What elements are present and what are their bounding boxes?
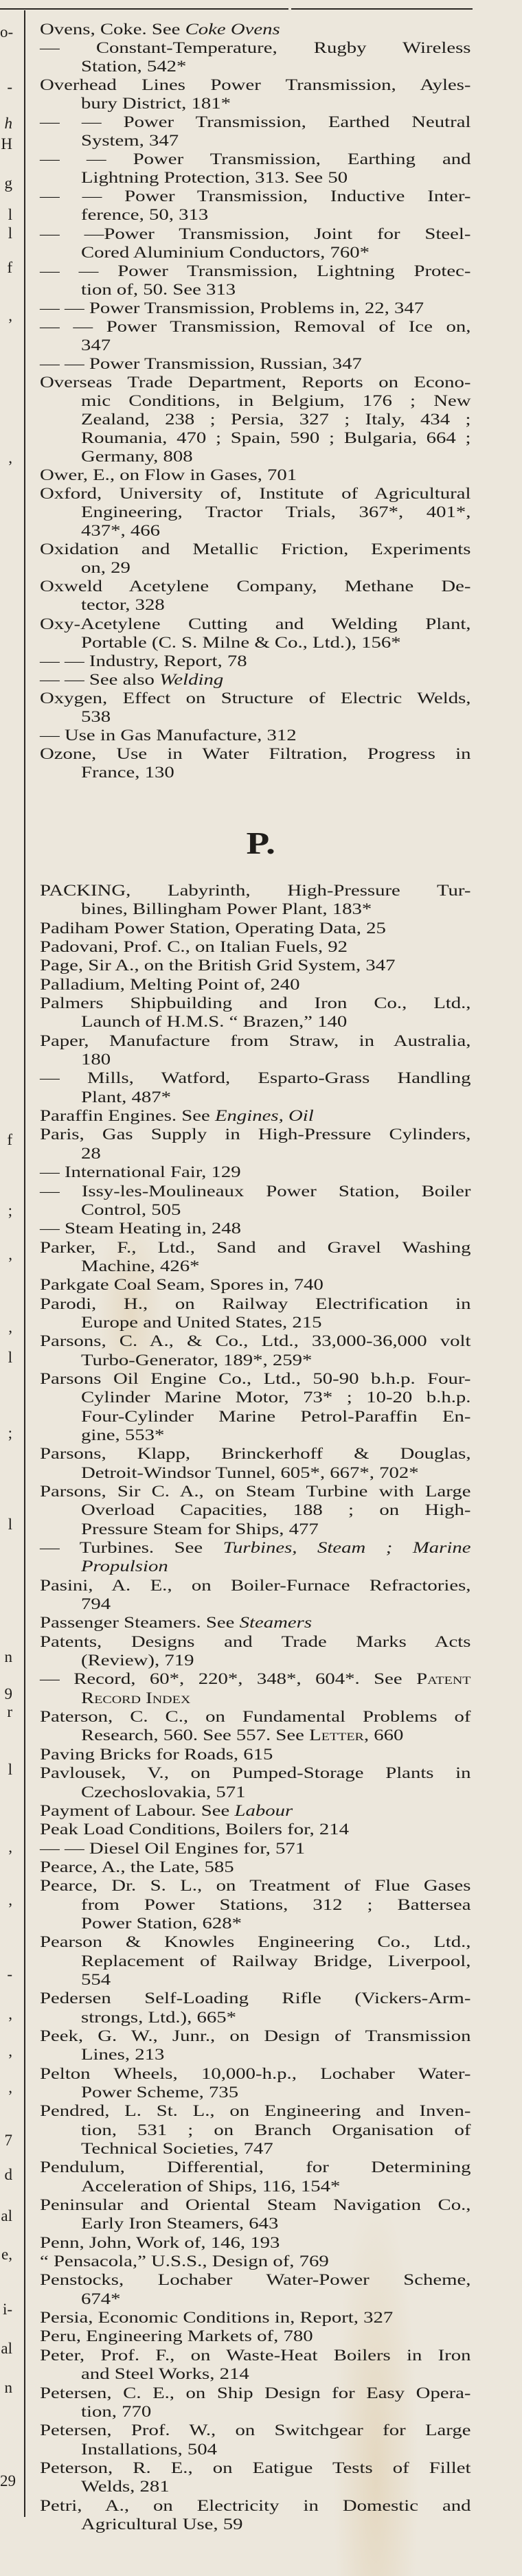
text-fragment: l [8,1761,12,1778]
index-entry [40,1332,471,1369]
index-entry [40,2384,471,2421]
entry-text: — — See also [40,670,160,688]
entry-line: Paper, Manufacture from Straw, in Australia, [40,1031,471,1049]
entry-line: Peek, G. W., Junr., on Design of Transmission [40,2027,471,2044]
index-entry [40,1031,471,1069]
cross-reference: Welding [159,670,224,688]
entry-line: Page, Sir A., on the British Grid System, 347 [40,957,396,974]
index-entry [40,2101,471,2158]
text-fragment: ; [8,1202,12,1219]
index-entry [40,2308,471,2327]
index-entry [40,1839,471,1858]
index-entry [40,540,471,577]
index-entry [40,1933,471,1989]
entry-line [40,1669,471,1688]
index-entry [40,2346,471,2384]
text-fragment: o- [0,23,14,41]
entry-line: Padiham Power Station, Operating Data, 25 [40,919,386,937]
cross-reference-smallcaps: Letter [309,1726,364,1744]
entry-continuation-line: Installations, 504 [81,2440,218,2458]
index-entry [40,20,471,38]
entry-line: — — Industry, Report, 78 [40,652,247,670]
text-fragment: n [4,2379,12,2396]
index-entry [40,2270,471,2308]
entry-line: Petersen, C. E., on Ship Design for Easy Opera- [40,2384,471,2402]
text-fragment: h [4,115,12,132]
entry-line: — — Power Transmission, Earthed Neutral [40,113,471,131]
entry-continuation-line: Replacement of Railway Bridge, Liverpool, [81,1952,471,1970]
section-letter: P. [246,825,276,860]
entry-continuation-line: Overload Capacities, 188 ; on High- [81,1501,471,1519]
text-fragment: ; [8,1424,12,1441]
entry-line: — Constant-Temperature, Rugby Wireless [40,39,471,57]
entry-line: Overhead Lines Power Transmission, Ayles- [40,76,471,94]
index-entry [40,484,471,540]
index-entry [40,1444,471,1482]
entry-line: Paris, Gas Supply in High-Pressure Cylinders, [40,1126,471,1143]
entry-continuation-line: Portable (C. S. Milne & Co., Ltd.), 156* [81,633,401,651]
entry-continuation-line: Pressure Steam for Ships, 477 [81,1520,319,1538]
cross-reference-smallcaps: Patent [416,1670,471,1688]
entry-line: Pearce, Dr. S. L., on Treatment of Flue Gases [40,1877,471,1895]
entry-continuation-line [40,1689,471,1707]
entry-line [40,670,471,689]
entry-line: Pasini, A. E., on Boiler-Furnace Refractories, [40,1576,471,1594]
index-entry [40,1989,471,2027]
entry-line: Pendulum, Differential, for Determining [40,2158,471,2176]
section-heading-p [0,824,522,863]
entry-line: Parsons Oil Engine Co., Ltd., 50-90 b.h.p. Four- [40,1369,471,1387]
entry-continuation-line: Power Scheme, 735 [81,2084,239,2101]
index-entry [40,187,471,224]
entry-line: Pelton Wheels, 10,000-h.p., Lochaber Water- [40,2064,471,2082]
entry-continuation-line: Welds, 281 [81,2478,170,2496]
entry-line: Oxy-Acetylene Cutting and Welding Plant, [40,615,471,632]
index-entry [40,1182,471,1220]
entry-line: Peak Load Conditions, Boilers for, 214 [40,1821,350,1838]
entry-continuation-line: gine, 553* [81,1426,165,1444]
entry-text: Ovens, Coke. See [40,21,185,38]
index-entry [40,466,471,484]
entry-line: Oxidation and Metallic Friction, Experiments [40,540,471,558]
entry-continuation-line: and Steel Works, 214 [81,2365,249,2383]
entry-continuation-line [40,1557,471,1575]
index-entry [40,1858,471,1876]
entry-continuation-line: Control, 505 [81,1200,181,1218]
entry-continuation-line: 180 [81,1051,111,1069]
index-entry [40,994,471,1031]
entry-continuation-line: Four-Cylinder Marine Petrol-Paraffin En- [81,1407,471,1425]
entry-line: Parkgate Coal Seam, Spores in, 740 [40,1276,324,1294]
index-entry [40,1482,471,1538]
index-entry [40,1820,471,1838]
index-entry [40,1106,471,1125]
text-fragment: e, [1,2246,12,2263]
entry-continuation-line: France, 130 [81,763,174,781]
index-entry [40,2064,471,2102]
entry-continuation-line: from Power Stations, 312 ; Battersea [81,1895,471,1913]
entry-continuation-line: Power Station, 628* [81,1914,242,1932]
entry-text: Research, 560. See 557. See [81,1726,310,1744]
index-entry [40,150,471,187]
index-entry [40,2496,471,2534]
entry-continuation-line: Agricultural Use, 59 [81,2515,243,2533]
entry-continuation-line: Germany, 808 [81,448,193,466]
entry-continuation-line: Lightning Protection, 313. See 50 [81,169,348,187]
entry-line: — — Power Transmission, Removal of Ice on, [40,317,471,335]
entry-text: Passenger Steamers. See [40,1614,240,1632]
cross-reference: Propulsion [81,1558,168,1575]
entry-line: Overseas Trade Department, Reports on Econo- [40,373,471,391]
entry-line [40,20,471,38]
entry-line: Oxweld Acetylene Company, Methane De- [40,578,471,595]
top-rule-right [291,8,473,10]
entry-continuation-line: tion, 770 [81,2402,152,2420]
text-fragment: al [1,2207,12,2224]
text-fragment: , [8,307,12,324]
index-entry [40,1576,471,1614]
entry-line: Parodi, H., on Railway Electrification in [40,1295,471,1312]
entry-continuation-line: Early Iron Steamers, 643 [81,2215,279,2233]
entry-line: — — Diesel Oil Engines for, 571 [40,1839,306,1857]
entry-continuation-line: Engineering, Tractor Trials, 367*, 401*, [81,503,471,521]
text-fragment: , [8,449,12,466]
entry-continuation-line: Turbo-Generator, 189*, 259* [81,1351,313,1369]
entry-line: — International Fair, 129 [40,1163,241,1181]
entry-line: Parsons, C. A., & Co., Ltd., 33,000-36,000 volt [40,1332,471,1350]
cross-reference-smallcaps: Record Index [81,1689,191,1707]
text-fragment: , [8,1246,12,1263]
entry-continuation-line: ference, 50, 313 [81,206,209,224]
entry-continuation-line: mic Conditions, in Belgium, 176 ; New [81,391,471,409]
entry-line: Peru, Engineering Markets of, 780 [40,2327,313,2345]
entry-line: Paving Bricks for Roads, 615 [40,1745,273,1763]
text-fragment: , [8,2005,12,2022]
index-entry [40,937,471,956]
index-entry [40,262,471,299]
entry-continuation-line: Launch of H.M.S. “ Brazen,” 140 [81,1013,348,1031]
index-entry [40,744,471,782]
index-entry [40,373,471,466]
text-fragment: d [4,2166,12,2183]
entry-line: Padovani, Prof. C., on Italian Fuels, 92 [40,938,348,956]
index-entry [40,2327,471,2345]
column-divider [24,10,25,2517]
text-fragment: 7 [4,2132,12,2149]
entry-line: — — Power Transmission, Russian, 347 [40,354,362,372]
entry-line: Oxford, University of, Institute of Agricultural [40,485,471,503]
index-entry [40,38,471,76]
entry-text: Payment of Labour. See [40,1801,235,1819]
index-entry [40,1238,471,1276]
entry-line: “ Pensacola,” U.S.S., Design of, 769 [40,2253,329,2270]
index-entry [40,2252,471,2270]
index-entry [40,1745,471,1764]
text-fragment: - [7,1965,12,1983]
index-entry [40,1613,471,1632]
entry-continuation-line: Europe and United States, 215 [81,1313,322,1331]
text-fragment: , [8,1838,12,1856]
cross-reference: Labour [234,1801,293,1819]
entry-continuation-line: 554 [81,1970,111,1988]
entry-continuation-line: 794 [81,1595,111,1613]
entry-line: Parsons, Sir C. A., on Steam Turbine with Large [40,1483,471,1500]
index-entry [40,299,471,317]
index-entry [40,975,471,994]
entry-line: Pearson & Knowles Engineering Co., Ltd., [40,1933,471,1951]
text-fragment: r [7,1703,12,1720]
entry-line: Peninsular and Oriental Steam Navigation Co., [40,2196,471,2214]
text-fragment: - [7,78,12,95]
entry-text: , 660 [363,1726,404,1744]
entry-line: — Issy-les-Moulineaux Power Station, Boiler [40,1182,471,1200]
entry-continuation-line: Zealand, 238 ; Persia, 327 ; Italy, 434 ; [81,410,471,428]
index-entry [40,726,471,744]
entry-continuation-line: 538 [81,707,111,725]
entry-line: Persia, Economic Conditions in, Report, 327 [40,2309,394,2327]
entry-continuation-line: strongs, Ltd.), 665* [81,2008,237,2026]
cross-reference: Steamers [239,1614,313,1632]
entry-line: Palladium, Melting Point of, 240 [40,975,300,993]
index-entry [40,2459,471,2496]
entry-line: Ower, E., on Flow in Gases, 701 [40,466,297,484]
entry-continuation-line: Detroit-Windsor Tunnel, 605*, 667*, 702* [81,1463,419,1481]
entry-text: Paraffin Engines. See [40,1107,215,1125]
entry-continuation-line: Roumania, 470 ; Spain, 590 ; Bulgaria, 664 ; [81,429,471,447]
entry-continuation-line: Technical Societies, 747 [81,2140,273,2158]
entry-line: — — Power Transmission, Earthing and [40,150,471,168]
entry-continuation-line: on, 29 [81,559,130,577]
text-fragment: l [8,225,12,242]
entry-line [40,1613,471,1632]
text-fragment: l [8,206,12,223]
index-entry [40,652,471,670]
index-entry [40,317,471,354]
entry-continuation-line: Machine, 426* [81,1257,200,1275]
index-entry [40,2196,471,2233]
entry-continuation-line: Acceleration of Ships, 116, 154* [81,2177,341,2195]
entry-continuation-line: 28 [81,1144,101,1162]
entry-line: Penstocks, Lochaber Water-Power Scheme, [40,2271,471,2289]
text-fragment: f [7,1131,12,1148]
entry-continuation-line: System, 347 [81,132,179,150]
text-fragment: , [8,1891,12,1908]
index-entry [40,2158,471,2196]
entry-continuation-line: bines, Billingham Power Plant, 183* [81,900,372,918]
entry-line: Peter, Prof. F., on Waste-Heat Boilers in Iron [40,2346,471,2364]
index-entry [40,689,471,726]
text-fragment: g [4,174,12,192]
text-fragment: 29 [0,2472,16,2489]
index-entry [40,1632,471,1670]
entry-line: — — Power Transmission, Problems in, 22, 347 [40,299,424,317]
index-entry [40,2421,471,2459]
entry-line: — — Power Transmission, Lightning Protec- [40,262,471,280]
entry-line: Patents, Designs and Trade Marks Acts [40,1632,471,1650]
entry-continuation-line: Cylinder Marine Motor, 73* ; 10-20 b.h.p. [81,1389,471,1406]
index-entry [40,76,471,113]
index-entry [40,2027,471,2064]
index-entry [40,1275,471,1294]
index-entry [40,1538,471,1576]
entry-text: — Record, 60*, 220*, 348*, 604*. See [40,1670,417,1688]
entry-continuation-line: (Review), 719 [81,1652,194,1669]
index-entry [40,577,471,614]
index-entry [40,1707,471,1745]
entry-continuation-line: 347 [81,336,111,354]
entry-line: — Mills, Watford, Esparto-Grass Handling [40,1069,471,1087]
top-rule-left [0,8,288,10]
text-fragment: H [1,135,12,152]
index-entry [40,1369,471,1444]
text-fragment: 9 [4,1685,12,1702]
index-entry [40,1069,471,1106]
entry-continuation-line: Czechoslovakia, 571 [81,1783,246,1801]
entry-continuation-line: tion, 531 ; on Branch Organisation of [81,2121,471,2139]
text-fragment: al [1,2340,12,2357]
cross-reference: Coke Ovens [185,21,280,38]
entry-line: Parker, F., Ltd., Sand and Gravel Washing [40,1238,471,1256]
entry-continuation-line: bury District, 181* [81,95,231,113]
index-entry [40,1295,471,1332]
entry-line: Pearce, A., the Late, 585 [40,1858,234,1876]
entry-line: Petri, A., on Electricity in Domestic and [40,2496,471,2514]
entry-line: Pedersen Self-Loading Rifle (Vickers-Arm- [40,1990,471,2007]
cross-reference: Turbines, Steam ; Marine [223,1539,471,1557]
text-fragment: , [8,2042,12,2060]
index-entry [40,670,471,689]
index-entry [40,2233,471,2252]
entry-line: Pavlousek, V., on Pumped-Storage Plants in [40,1764,471,1782]
text-fragment: n [4,1648,12,1665]
entry-continuation-line: 674* [81,2290,121,2307]
entry-continuation-line: Plant, 487* [81,1088,171,1106]
entry-line: Palmers Shipbuilding and Iron Co., Ltd., [40,994,471,1012]
entry-line: — — Power Transmission, Inductive Inter- [40,187,471,205]
text-fragment: f [7,259,12,276]
entry-continuation-line: 437*, 466 [81,522,160,540]
entry-line: — Steam Heating in, 248 [40,1220,242,1238]
index-entry [40,1876,471,1933]
entry-line: Peterson, R. E., on Eatigue Tests of Fillet [40,2459,471,2476]
entry-continuation-line: tector, 328 [81,596,165,614]
entry-continuation-line: Station, 542* [81,58,187,76]
cross-reference: Engines, Oil [214,1107,314,1125]
entry-line: Oxygen, Effect on Structure of Electric Welds, [40,689,471,707]
entry-line: Pendred, L. St. L., on Engineering and Inven- [40,2102,471,2120]
entry-line [40,1538,471,1557]
entry-line: Petersen, Prof. W., on Switchgear for Large [40,2421,471,2439]
text-fragment: , [8,1319,12,1336]
entry-line: PACKING, Labyrinth, High-Pressure Tur- [40,882,471,899]
index-entry [40,1764,471,1801]
entry-text: — Turbines. See [40,1539,223,1557]
text-fragment: i- [2,2301,12,2318]
index-entry [40,354,471,373]
index-entry [40,1801,471,1820]
entry-line: Penn, John, Work of, 146, 193 [40,2233,280,2251]
index-entry [40,113,471,150]
index-section-p [40,881,471,2533]
text-fragment: l [8,1349,12,1366]
entry-continuation-line: Cored Aluminium Conductors, 760* [81,243,370,261]
entry-line: — —Power Transmission, Joint for Steel- [40,225,471,242]
index-section-o [40,20,471,782]
index-entry [40,919,471,937]
index-entry [40,956,471,974]
text-fragment: , [8,2079,12,2096]
entry-continuation-line [40,1726,471,1744]
entry-line: — Use in Gas Manufacture, 312 [40,726,297,744]
index-entry [40,225,471,262]
entry-line: Ozone, Use in Water Filtration, Progress in [40,744,471,762]
text-fragment: l [8,1516,12,1533]
entry-continuation-line: Lines, 213 [81,2046,165,2064]
entry-line [40,1801,471,1820]
entry-line: Paterson, C. C., on Fundamental Problems of [40,1708,471,1726]
entry-continuation-line: tion of, 50. See 313 [81,280,236,298]
entry-line: Parsons, Klapp, Brinckerhoff & Douglas, [40,1445,471,1463]
index-entry [40,1125,471,1163]
index-entry [40,615,471,652]
index-entry [40,1219,471,1238]
entry-line [40,1106,471,1125]
index-entry [40,1669,471,1707]
index-entry [40,1163,471,1181]
index-entry [40,881,471,919]
